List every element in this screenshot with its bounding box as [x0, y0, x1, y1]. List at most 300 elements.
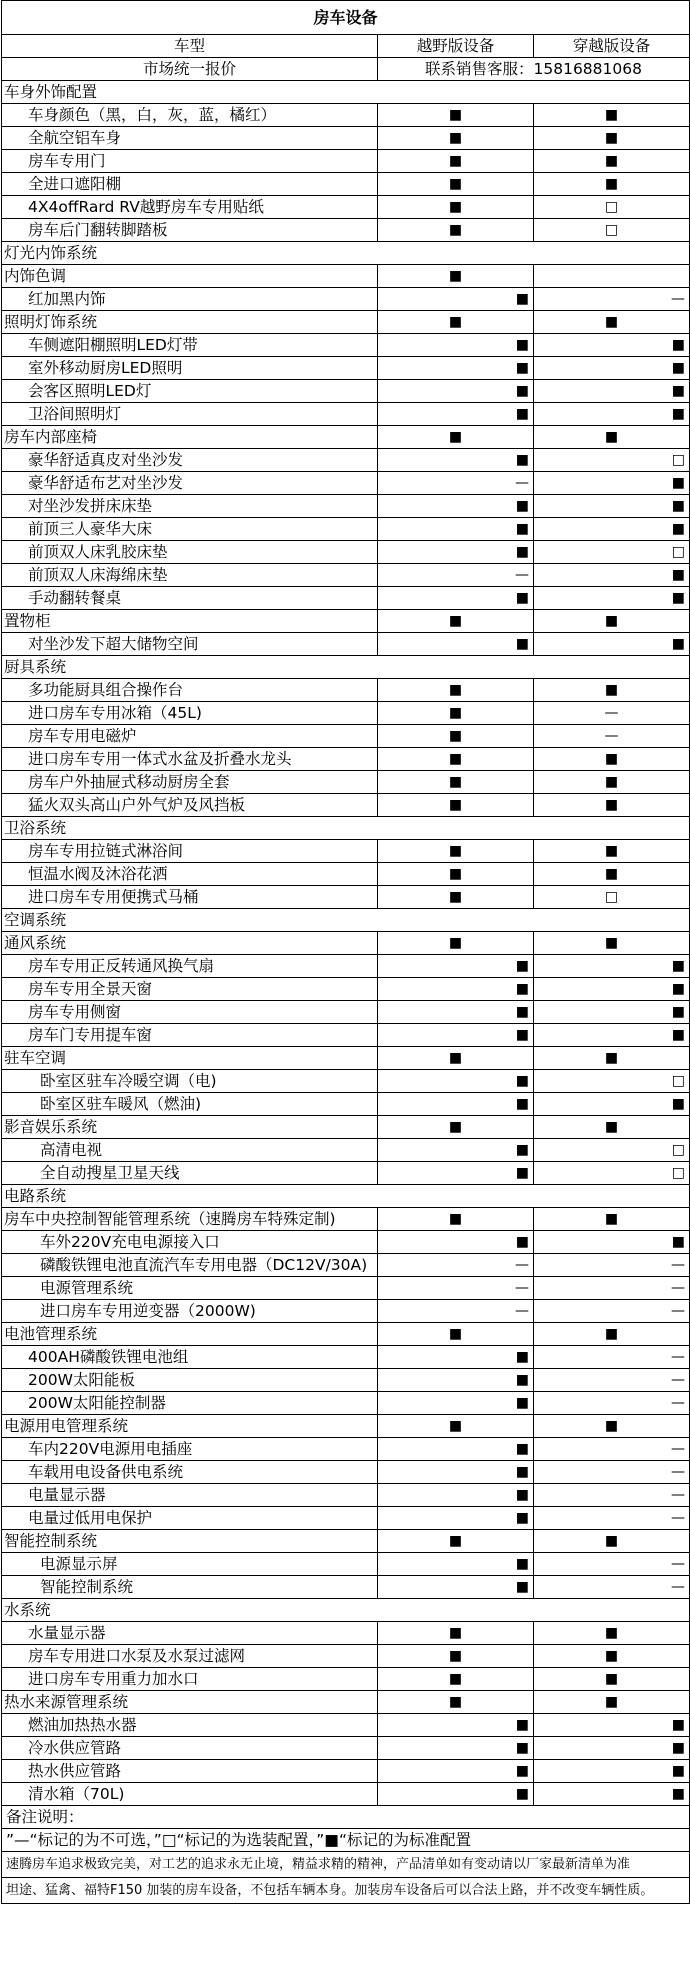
legend-row	[2, 1829, 690, 1852]
offroad-mark-cell	[378, 1116, 534, 1139]
offroad-mark-cell	[378, 127, 534, 150]
cross-mark: ■	[604, 153, 619, 169]
cross-mark-cell	[534, 1162, 690, 1185]
category-label: 车身外饰配置	[2, 81, 690, 104]
cross-mark: ■	[604, 1648, 619, 1664]
offroad-mark-cell	[378, 1760, 534, 1783]
subcategory-label: 房车内部座椅	[2, 426, 378, 449]
item-row	[2, 1484, 690, 1507]
cross-mark-cell	[534, 495, 690, 518]
cross-mark-cell	[534, 955, 690, 978]
cross-mark: ■	[671, 360, 685, 376]
item-label: 房车专用侧窗	[2, 1001, 378, 1024]
cross-mark-cell	[534, 1277, 690, 1300]
equipment-table	[1, 0, 690, 1904]
cross-mark-cell	[534, 1001, 690, 1024]
cross-mark: ■	[604, 1119, 619, 1135]
category-row	[2, 656, 690, 679]
offroad-mark: ■	[515, 452, 529, 468]
subcategory-row	[2, 1116, 690, 1139]
offroad-mark: ■	[448, 176, 463, 192]
cross-mark: ■	[604, 843, 619, 859]
item-label: 全自动搜星卫星天线	[2, 1162, 378, 1185]
offroad-mark-cell	[378, 1208, 534, 1231]
offroad-mark-cell	[378, 472, 534, 495]
item-row	[2, 1300, 690, 1323]
offroad-mark: ■	[448, 1625, 463, 1641]
offroad-mark: ■	[515, 521, 529, 537]
cross-mark-cell	[534, 771, 690, 794]
cross-mark: □	[604, 199, 619, 215]
cross-mark: ■	[671, 1234, 685, 1250]
offroad-mark-cell	[378, 1622, 534, 1645]
cross-mark-cell	[534, 748, 690, 771]
item-label: 车侧遮阳棚照明LED灯带	[2, 334, 378, 357]
item-row	[2, 1737, 690, 1760]
cross-mark: ■	[671, 406, 685, 422]
offroad-mark-cell	[378, 357, 534, 380]
offroad-mark-cell	[378, 1277, 534, 1300]
cross-mark: ■	[604, 1671, 619, 1687]
offroad-mark-cell	[378, 840, 534, 863]
item-label: 400AH磷酸铁锂电池组	[2, 1346, 378, 1369]
item-row	[2, 978, 690, 1001]
offroad-mark: ■	[515, 1556, 529, 1572]
subcategory-row	[2, 426, 690, 449]
cross-mark: ■	[671, 636, 685, 652]
cross-mark: ■	[671, 981, 685, 997]
cross-mark: ■	[604, 1211, 619, 1227]
offroad-mark-cell	[378, 495, 534, 518]
offroad-mark-cell	[378, 564, 534, 587]
cross-mark: ■	[671, 567, 685, 583]
offroad-mark-cell	[378, 1392, 534, 1415]
cross-mark: —	[604, 705, 619, 721]
offroad-mark-cell	[378, 449, 534, 472]
cross-mark: ■	[671, 521, 685, 537]
item-row	[2, 1553, 690, 1576]
subcategory-row	[2, 1530, 690, 1553]
item-label: 200W太阳能控制器	[2, 1392, 378, 1415]
offroad-mark-cell	[378, 1093, 534, 1116]
cross-mark-cell	[534, 840, 690, 863]
item-label: 进口房车专用冰箱（45L)	[2, 702, 378, 725]
offroad-mark-cell	[378, 1714, 534, 1737]
item-label: 进口房车专用一体式水盆及折叠水龙头	[2, 748, 378, 771]
item-label: 室外移动厨房LED照明	[2, 357, 378, 380]
offroad-mark: ■	[515, 1004, 529, 1020]
offroad-mark: ■	[448, 107, 463, 123]
subcategory-row	[2, 932, 690, 955]
cross-mark-cell	[534, 1231, 690, 1254]
item-label: 对坐沙发拼床床垫	[2, 495, 378, 518]
offroad-mark-cell	[378, 932, 534, 955]
offroad-mark: ■	[515, 636, 529, 652]
cross-mark-cell	[534, 1783, 690, 1806]
offroad-mark-cell	[378, 610, 534, 633]
item-label: 全进口遮阳棚	[2, 173, 378, 196]
cross-mark-cell	[534, 978, 690, 1001]
offroad-mark: ■	[448, 774, 463, 790]
item-row	[2, 1714, 690, 1737]
item-label: 房车专用进口水泵及水泵过滤网	[2, 1645, 378, 1668]
category-row	[2, 81, 690, 104]
cross-mark-cell	[534, 610, 690, 633]
offroad-mark: ■	[448, 1326, 463, 1342]
item-label: 电源显示屏	[2, 1553, 378, 1576]
item-label: 高清电视	[2, 1139, 378, 1162]
cross-mark: ■	[671, 1004, 685, 1020]
cross-mark-cell	[534, 886, 690, 909]
offroad-mark-cell	[378, 1530, 534, 1553]
offroad-mark-cell	[378, 1300, 534, 1323]
item-row	[2, 1162, 690, 1185]
offroad-mark: —	[515, 1280, 529, 1296]
offroad-mark-cell	[378, 196, 534, 219]
offroad-mark-cell	[378, 1691, 534, 1714]
offroad-mark: ■	[515, 1027, 529, 1043]
cross-mark: ■	[671, 1763, 685, 1779]
item-label: 前顶三人豪华大床	[2, 518, 378, 541]
item-label: 恒温水阀及沐浴花洒	[2, 863, 378, 886]
item-label: 对坐沙发下超大储物空间	[2, 633, 378, 656]
cross-mark: □	[604, 889, 619, 905]
cross-mark: —	[604, 728, 619, 744]
offroad-mark: —	[515, 567, 529, 583]
item-row	[2, 541, 690, 564]
offroad-mark: ■	[515, 1579, 529, 1595]
offroad-mark-cell	[378, 1507, 534, 1530]
offroad-mark-cell	[378, 1484, 534, 1507]
item-row	[2, 449, 690, 472]
cross-mark: □	[671, 544, 685, 560]
category-label: 电路系统	[2, 1185, 690, 1208]
cross-mark-cell	[534, 1300, 690, 1323]
offroad-mark: ■	[448, 705, 463, 721]
item-label: 水量显示器	[2, 1622, 378, 1645]
offroad-mark-cell	[378, 1162, 534, 1185]
cross-mark-cell	[534, 472, 690, 495]
cross-mark: —	[671, 1556, 685, 1572]
item-row	[2, 1783, 690, 1806]
item-label: 全航空铝车身	[2, 127, 378, 150]
cross-mark-cell	[534, 1392, 690, 1415]
offroad-mark: ■	[448, 268, 463, 284]
item-row	[2, 403, 690, 426]
category-row	[2, 1599, 690, 1622]
category-label: 厨具系统	[2, 656, 690, 679]
offroad-mark: ■	[515, 544, 529, 560]
item-label: 热水供应管路	[2, 1760, 378, 1783]
item-row	[2, 518, 690, 541]
cross-mark-cell	[534, 1668, 690, 1691]
item-label: 房车专用正反转通风换气扇	[2, 955, 378, 978]
offroad-mark-cell	[378, 863, 534, 886]
item-row	[2, 334, 690, 357]
offroad-mark: ■	[515, 1073, 529, 1089]
cross-mark: □	[604, 222, 619, 238]
offroad-mark-cell	[378, 771, 534, 794]
cross-mark-cell	[534, 426, 690, 449]
offroad-mark: ■	[448, 889, 463, 905]
category-row	[2, 909, 690, 932]
offroad-mark-cell	[378, 380, 534, 403]
item-row	[2, 1622, 690, 1645]
item-label: 多功能厨具组合操作台	[2, 679, 378, 702]
item-row	[2, 357, 690, 380]
item-row	[2, 1760, 690, 1783]
item-row	[2, 1277, 690, 1300]
cross-mark: □	[671, 452, 685, 468]
item-row	[2, 633, 690, 656]
item-label: 卧室区驻车冷暖空调（电)	[2, 1070, 378, 1093]
item-label: 猛火双头高山户外气炉及风挡板	[2, 794, 378, 817]
cross-mark-cell	[534, 679, 690, 702]
item-label: 车身颜色（黑，白，灰，蓝，橘红）	[2, 104, 378, 127]
item-label: 冷水供应管路	[2, 1737, 378, 1760]
item-row	[2, 771, 690, 794]
item-row	[2, 564, 690, 587]
subcategory-label: 智能控制系统	[2, 1530, 378, 1553]
offroad-mark: ■	[515, 383, 529, 399]
header-model: 车型	[2, 35, 378, 58]
offroad-mark: ■	[448, 613, 463, 629]
cross-mark: ■	[604, 1625, 619, 1641]
notes-heading-row	[2, 1806, 690, 1829]
offroad-mark-cell	[378, 288, 534, 311]
subcategory-label: 驻车空调	[2, 1047, 378, 1070]
subcategory-label: 热水来源管理系统	[2, 1691, 378, 1714]
cross-mark: ■	[671, 383, 685, 399]
offroad-mark: ■	[448, 797, 463, 813]
offroad-mark-cell	[378, 334, 534, 357]
item-row	[2, 1070, 690, 1093]
subcategory-row	[2, 610, 690, 633]
cross-mark: □	[671, 1073, 685, 1089]
offroad-mark: ■	[515, 1142, 529, 1158]
offroad-mark-cell	[378, 1231, 534, 1254]
cross-mark-cell	[534, 334, 690, 357]
offroad-mark-cell	[378, 1047, 534, 1070]
item-row	[2, 1438, 690, 1461]
cross-mark: ■	[671, 1786, 685, 1802]
item-label: 卫浴间照明灯	[2, 403, 378, 426]
item-label: 电源管理系统	[2, 1277, 378, 1300]
offroad-mark: ■	[448, 935, 463, 951]
cross-mark: —	[671, 1441, 685, 1457]
subcategory-row	[2, 1208, 690, 1231]
item-label: 进口房车专用重力加水口	[2, 1668, 378, 1691]
subcategory-label: 内饰色调	[2, 265, 378, 288]
cross-mark: ■	[604, 130, 619, 146]
cross-mark: ■	[671, 590, 685, 606]
subcategory-row	[2, 1323, 690, 1346]
offroad-mark-cell	[378, 518, 534, 541]
offroad-mark: ■	[448, 222, 463, 238]
cross-mark-cell	[534, 173, 690, 196]
offroad-mark-cell	[378, 1668, 534, 1691]
item-label: 红加黑内饰	[2, 288, 378, 311]
header-offroad: 越野版设备	[378, 35, 534, 58]
cross-mark: ■	[671, 498, 685, 514]
cross-mark-cell	[534, 127, 690, 150]
category-label: 灯光内饰系统	[2, 242, 690, 265]
offroad-mark-cell	[378, 265, 534, 288]
item-row	[2, 1139, 690, 1162]
cross-mark-cell	[534, 794, 690, 817]
item-row	[2, 679, 690, 702]
item-label: 房车专用电磁炉	[2, 725, 378, 748]
page-title: 房车设备	[2, 1, 690, 35]
offroad-mark: ■	[448, 1418, 463, 1434]
subcategory-row	[2, 1415, 690, 1438]
cross-mark: ■	[604, 1050, 619, 1066]
cross-mark-cell	[534, 1714, 690, 1737]
offroad-mark: —	[515, 1257, 529, 1273]
offroad-mark-cell	[378, 1737, 534, 1760]
cross-mark: ■	[671, 1096, 685, 1112]
title-row	[2, 1, 690, 35]
cross-mark: —	[671, 291, 685, 307]
offroad-mark-cell	[378, 702, 534, 725]
offroad-mark-cell	[378, 1254, 534, 1277]
cross-mark-cell	[534, 1507, 690, 1530]
offroad-mark: ■	[448, 1648, 463, 1664]
cross-mark-cell	[534, 1047, 690, 1070]
item-label: 卧室区驻车暖风（燃油)	[2, 1093, 378, 1116]
offroad-mark: ■	[515, 590, 529, 606]
legend-text: ”—“标记的为不可选，”□“标记的为选装配置，”■“标记的为标准配置	[2, 1829, 690, 1852]
cross-mark: ■	[604, 1694, 619, 1710]
offroad-mark: ■	[448, 866, 463, 882]
footer-row-2	[2, 1878, 690, 1904]
subcategory-row	[2, 265, 690, 288]
offroad-mark: ■	[515, 1349, 529, 1365]
item-label: 磷酸铁锂电池直流汽车专用电器（DC12V/30A)	[2, 1254, 378, 1277]
cross-mark-cell	[534, 1484, 690, 1507]
cross-mark: ■	[671, 475, 685, 491]
cross-mark: —	[671, 1257, 685, 1273]
cross-mark-cell	[534, 1415, 690, 1438]
cross-mark: ■	[604, 613, 619, 629]
offroad-mark-cell	[378, 955, 534, 978]
item-row	[2, 955, 690, 978]
cross-mark-cell	[534, 104, 690, 127]
cross-mark-cell	[534, 357, 690, 380]
item-row	[2, 1507, 690, 1530]
item-row	[2, 1576, 690, 1599]
footer-row-1	[2, 1852, 690, 1878]
subcategory-label: 房车中央控制智能管理系统（速腾房车特殊定制)	[2, 1208, 378, 1231]
offroad-mark-cell	[378, 1576, 534, 1599]
offroad-mark-cell	[378, 886, 534, 909]
price-label: 市场统一报价	[2, 58, 378, 81]
cross-mark-cell	[534, 1622, 690, 1645]
item-label: 车外220V充电电源接入口	[2, 1231, 378, 1254]
item-row	[2, 150, 690, 173]
offroad-mark-cell	[378, 1553, 534, 1576]
cross-mark-cell	[534, 196, 690, 219]
offroad-mark: ■	[515, 1510, 529, 1526]
cross-mark-cell	[534, 1208, 690, 1231]
offroad-mark-cell	[378, 403, 534, 426]
offroad-mark-cell	[378, 1438, 534, 1461]
offroad-mark: ■	[515, 291, 529, 307]
item-row	[2, 863, 690, 886]
cross-mark: —	[671, 1372, 685, 1388]
item-label: 200W太阳能板	[2, 1369, 378, 1392]
offroad-mark: ■	[515, 958, 529, 974]
offroad-mark-cell	[378, 794, 534, 817]
cross-mark-cell	[534, 1461, 690, 1484]
cross-mark-cell	[534, 1093, 690, 1116]
item-label: 豪华舒适真皮对坐沙发	[2, 449, 378, 472]
category-row	[2, 1185, 690, 1208]
subcategory-row	[2, 1691, 690, 1714]
cross-mark: ■	[671, 1740, 685, 1756]
cross-mark: ■	[604, 797, 619, 813]
cross-mark: ■	[671, 958, 685, 974]
category-label: 卫浴系统	[2, 817, 690, 840]
offroad-mark: ■	[448, 1694, 463, 1710]
item-row	[2, 748, 690, 771]
cross-mark-cell	[534, 311, 690, 334]
subcategory-label: 通风系统	[2, 932, 378, 955]
cross-mark: —	[671, 1510, 685, 1526]
equipment-rows	[2, 81, 690, 1806]
offroad-mark: ■	[448, 153, 463, 169]
offroad-mark: ■	[448, 751, 463, 767]
cross-mark-cell	[534, 449, 690, 472]
item-label: 房车户外抽屉式移动厨房全套	[2, 771, 378, 794]
offroad-mark: ■	[515, 1487, 529, 1503]
item-row	[2, 1024, 690, 1047]
item-label: 前顶双人床海绵床垫	[2, 564, 378, 587]
offroad-mark: —	[515, 1303, 529, 1319]
cross-mark: ■	[604, 1418, 619, 1434]
offroad-mark-cell	[378, 748, 534, 771]
cross-mark-cell	[534, 1691, 690, 1714]
offroad-mark: ■	[448, 728, 463, 744]
cross-mark-cell	[534, 403, 690, 426]
item-row	[2, 1668, 690, 1691]
cross-mark: ■	[604, 1533, 619, 1549]
offroad-mark: ■	[448, 314, 463, 330]
offroad-mark-cell	[378, 1346, 534, 1369]
cross-mark-cell	[534, 1576, 690, 1599]
offroad-mark-cell	[378, 1001, 534, 1024]
item-row	[2, 587, 690, 610]
subcategory-label: 电源用电管理系统	[2, 1415, 378, 1438]
cross-mark: ■	[604, 935, 619, 951]
cross-mark-cell	[534, 265, 690, 288]
offroad-mark-cell	[378, 104, 534, 127]
offroad-mark: ■	[448, 1050, 463, 1066]
offroad-mark: ■	[515, 1441, 529, 1457]
footer-note-2: 坦途、猛禽、福特F150 加装的房车设备，不包括车辆本身。加装房车设备后可以合法上路，并不改变车辆性质。	[2, 1878, 690, 1904]
offroad-mark: ■	[448, 199, 463, 215]
header-cross: 穿越版设备	[534, 35, 690, 58]
cross-mark-cell	[534, 932, 690, 955]
item-label: 房车后门翻转脚踏板	[2, 219, 378, 242]
offroad-mark-cell	[378, 1070, 534, 1093]
item-label: 燃油加热热水器	[2, 1714, 378, 1737]
offroad-mark: ■	[515, 1763, 529, 1779]
cross-mark-cell	[534, 1254, 690, 1277]
item-label: 智能控制系统	[2, 1576, 378, 1599]
item-label: 4X4offRard RV越野房车专用贴纸	[2, 196, 378, 219]
item-label: 房车门专用提车窗	[2, 1024, 378, 1047]
